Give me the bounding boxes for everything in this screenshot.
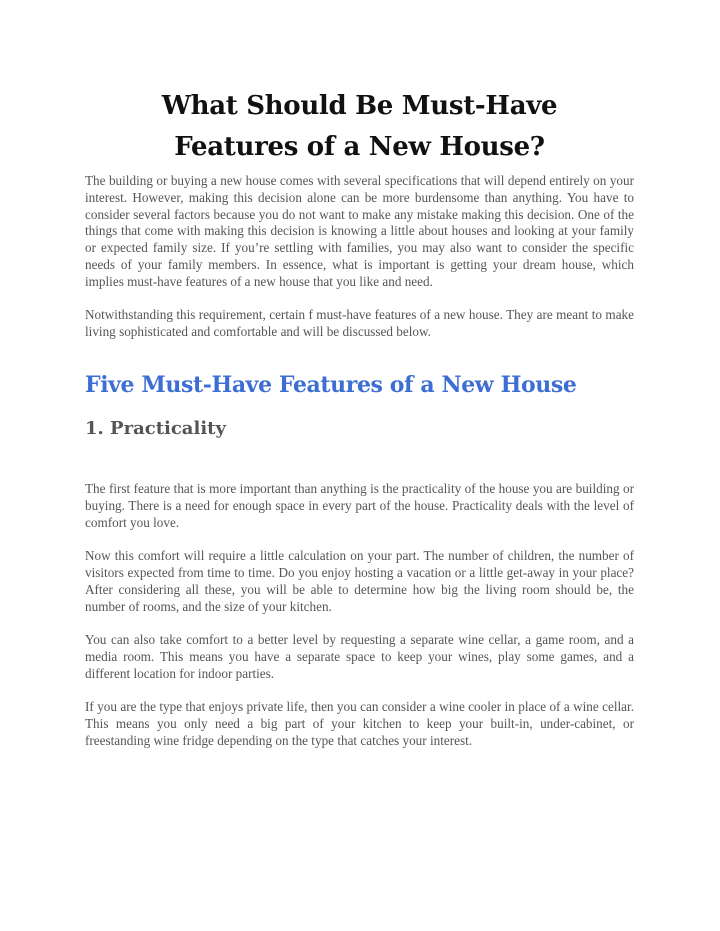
intro-paragraph-1: The building or buying a new house comes with several specifications that will depend entirely on your interest. However, making this decision alone can be more burdensome than anything. You have to consider several factors because you do not want to make any mistake making this decision. One of the things that come with making this decision is knowing a little about houses and looking at your family or expected family size. If you’re settling with families, you may also want to consider the specific needs of your family members. In essence, what is important is getting your dream house, which implies must-have features of a new house that you like and need. [85,173,634,289]
title-line-2: Features of a New House? [174,132,545,162]
title-line-1: What Should Be Must-Have [161,91,558,121]
section-heading: Five Must-Have Features of a New House [85,371,577,398]
practicality-paragraph-2: Now this comfort will require a little calculation on your part. The number of children, the number of visitors expected from time to time. Do you enjoy hosting a vacation or a little get-away in your place? After considering all these, you will be able to determine how big the living room should be, the number of rooms, and the size of your kitchen. [85,548,634,614]
subsection-heading: 1. Practicality [85,417,226,439]
practicality-paragraph-4: If you are the type that enjoys private life, then you can consider a wine cooler in place of a wine cellar. This means you only need a big part of your kitchen to keep your built-in, under-cabinet, or freestanding wine fridge depending on the type that catches your interest. [85,699,634,748]
document-title [85,86,634,168]
practicality-paragraph-1: The first feature that is more important than anything is the practicality of the house you are building or buying. There is a need for enough space in every part of the house. Practicality deals with the level of comfort you love. [85,480,634,530]
intro-paragraph-2: Notwithstanding this requirement, certain f must-have features of a new house. They are meant to make living sophisticated and comfortable and will be discussed below. [85,307,634,340]
practicality-paragraph-3: You can also take comfort to a better level by requesting a separate wine cellar, a game room, and a media room. This means you have a separate space to keep your wines, play some games, and a different location for indoor parties. [85,632,634,681]
document-page [85,86,634,750]
